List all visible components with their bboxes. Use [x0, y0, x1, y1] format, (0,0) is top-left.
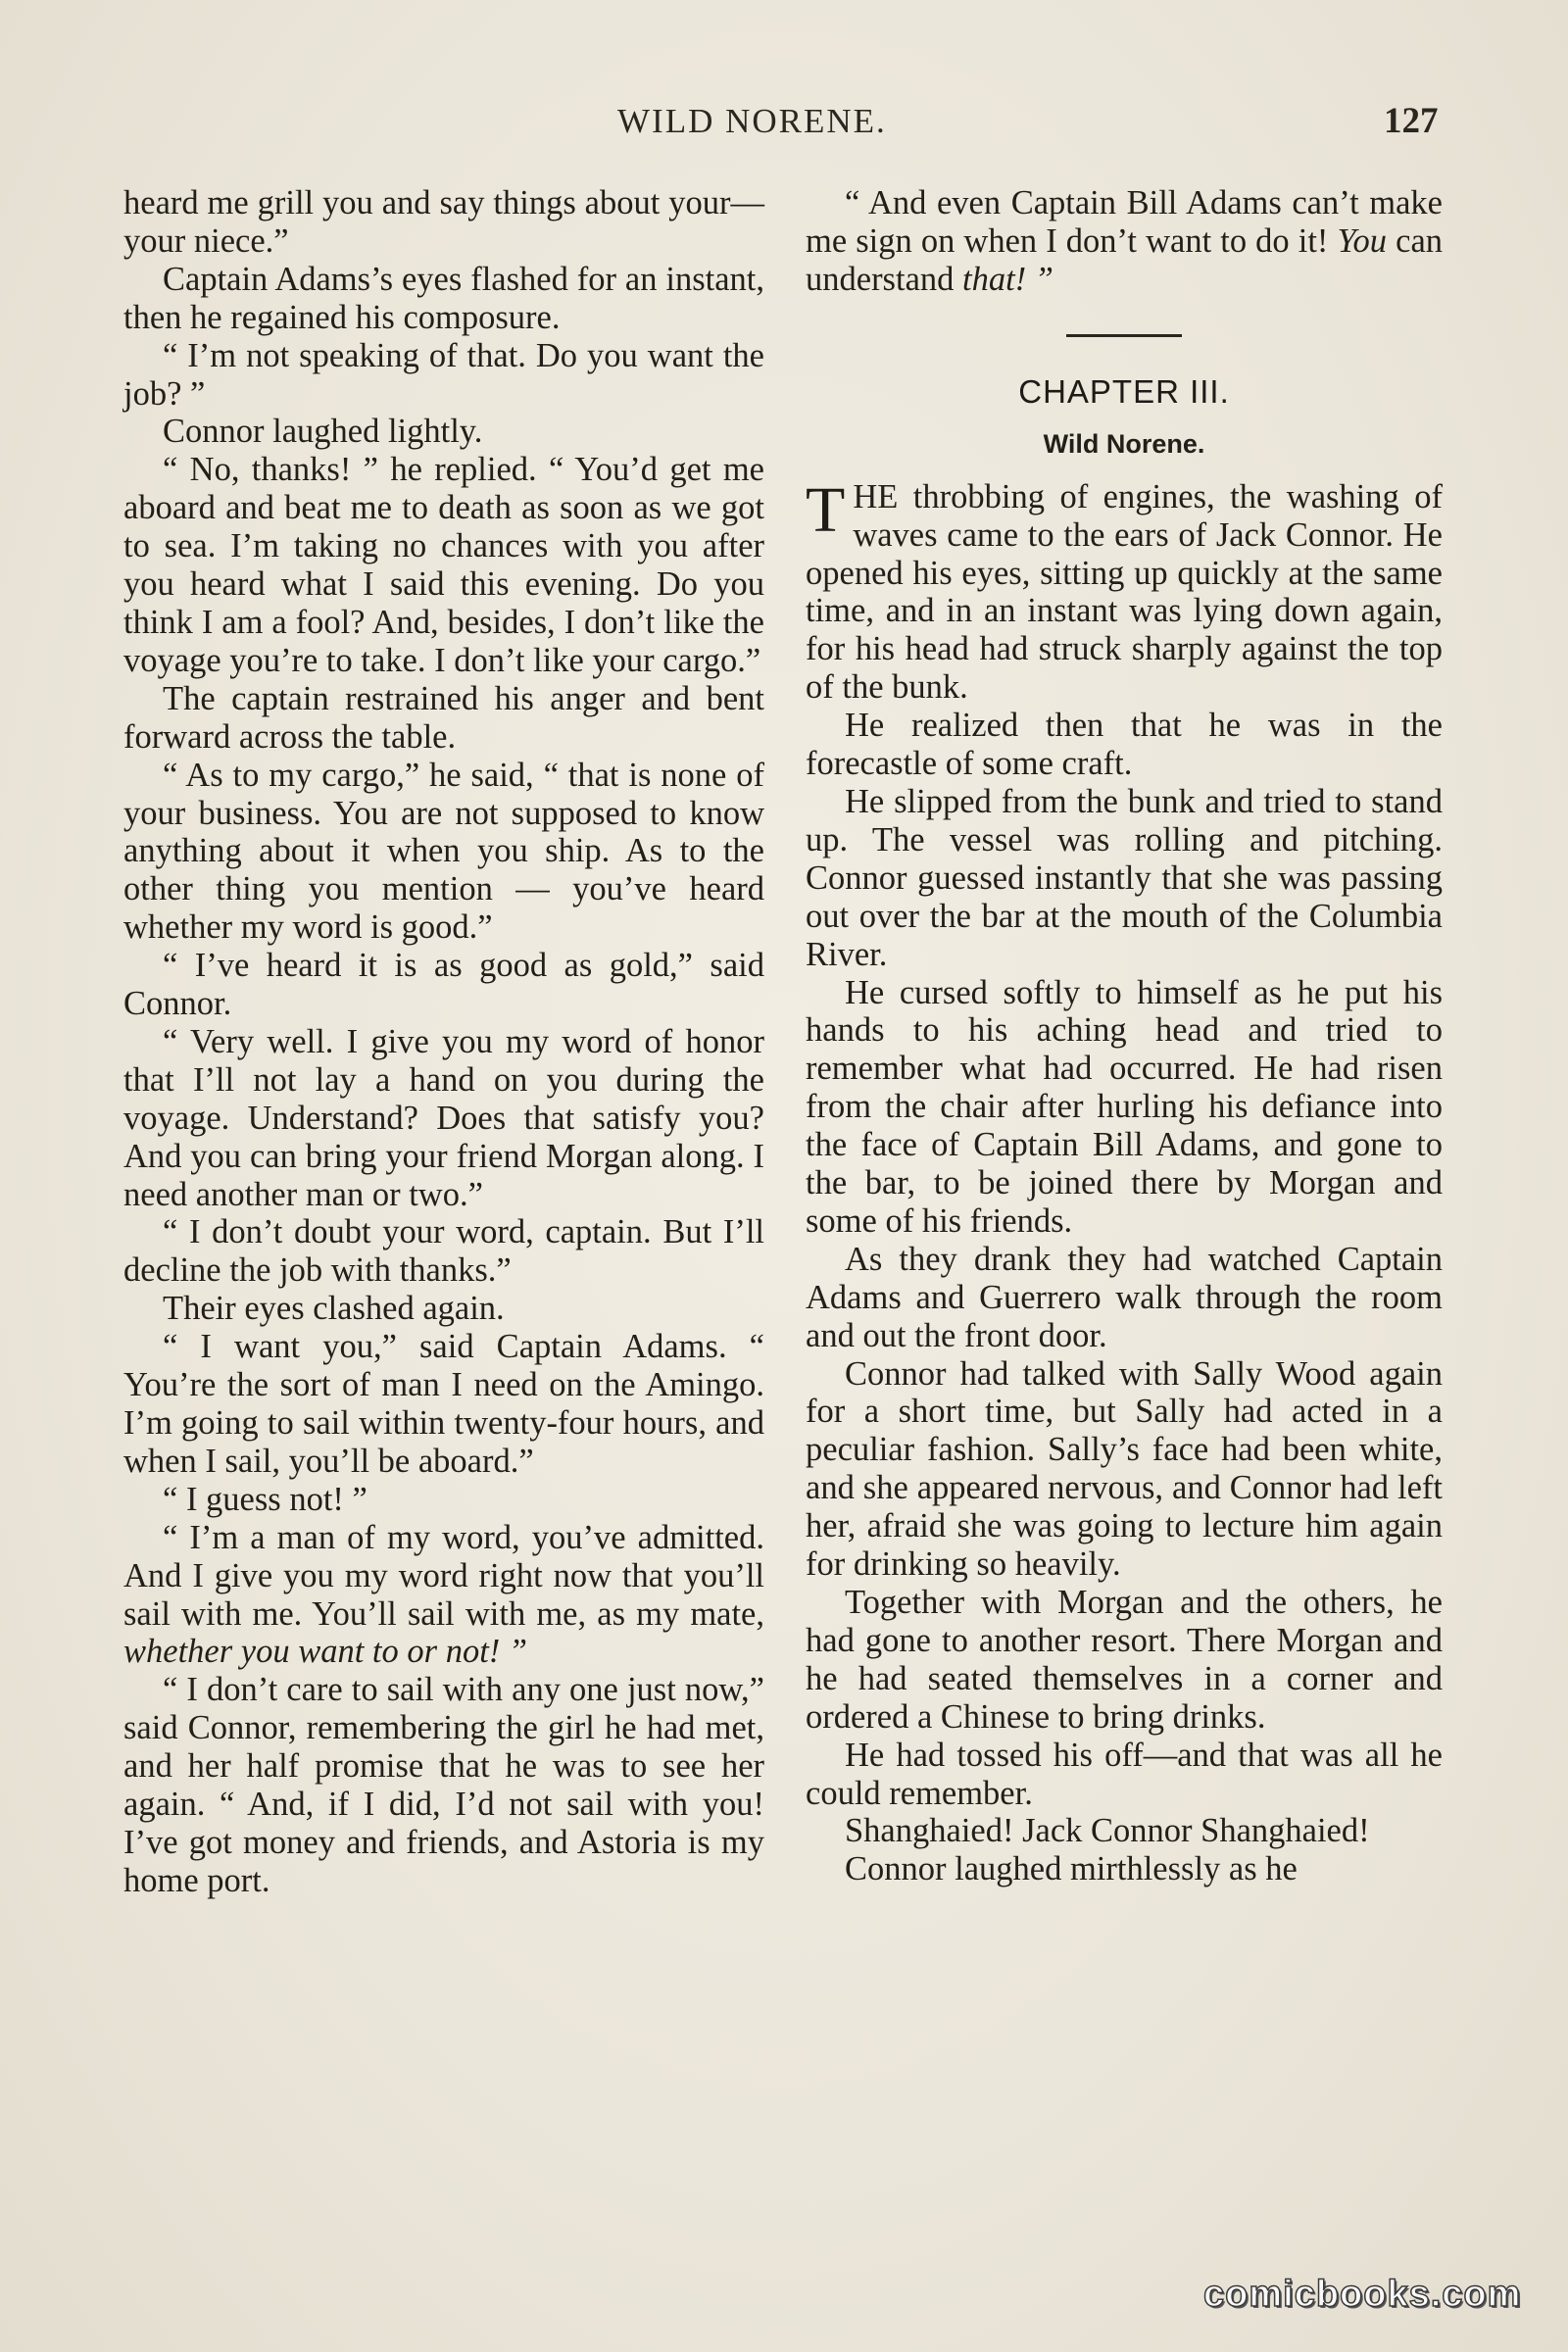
paragraph: Their eyes clashed again. — [163, 1290, 505, 1328]
paragraph: “ I guess not! ” — [163, 1480, 368, 1518]
site-watermark: comicbooks.com — [1203, 2274, 1522, 2315]
italic-phrase: whether you want to or not! ” — [123, 1633, 528, 1671]
paragraph-text: “ And even Captain Bill Adams can’t make me sign on when I don’t want to do it! — [806, 184, 1443, 260]
left-column — [123, 184, 764, 1900]
paragraph: “ I want you,” said Captain Adams. “ You’re the sort of man I need on the Amingo. I’m going to sail within twenty-four hours, and when I sail, you’ll be aboard.” — [123, 1328, 764, 1480]
paragraph: The captain restrained his anger and bent forward across the table. — [123, 679, 764, 756]
paragraph — [806, 184, 1443, 299]
paragraph: “ I don’t doubt your word, captain. But I’ll decline the job with thanks.” — [123, 1213, 764, 1290]
right-column — [806, 184, 1443, 1888]
paragraph: Connor laughed mirthlessly as he — [845, 1850, 1298, 1888]
paragraph: “ Very well. I give you my word of honor that I’ll not lay a hand on you during the voyage. Understand? Does that satisfy you? And you can bring your friend Morgan along. I need another man or two.” — [123, 1022, 764, 1213]
paragraph: Shanghaied! Jack Connor Shanghaied! — [845, 1812, 1370, 1850]
paragraph: He had tossed his off—and that was all he could remember. — [806, 1736, 1443, 1812]
drop-cap: T — [806, 473, 846, 546]
paragraph: Connor had talked with Sally Wood again for a short time, but Sally had acted in a peculiar fashion. Sally’s face had been white, and she appeared nervous, and Connor had left her, afraid she was going to lecture him again for drinking so heavily. — [806, 1354, 1443, 1584]
italic-word: that! ” — [962, 260, 1054, 298]
paragraph: Captain Adams’s eyes flashed for an instant, then he regained his composure. — [123, 260, 764, 336]
paragraph — [123, 1519, 764, 1672]
section-rule — [1066, 334, 1182, 337]
chapter-subtitle: Wild Norene. — [1043, 428, 1205, 459]
paragraph: “ I’m not speaking of that. Do you want the job? ” — [123, 336, 764, 413]
running-title: WILD NORENE. — [617, 102, 887, 140]
paragraph: He realized then that he was in the forecastle of some craft. — [806, 707, 1443, 783]
paragraph: “ No, thanks! ” he replied. “ You’d get me aboard and beat me to death as soon as we got to sea. I’m taking no chances with you after you heard what I said this evening. Do you think I am a fool? And, besides, I don’t like the voyage you’re to take. I don’t like your cargo.” — [123, 451, 764, 679]
running-head — [0, 98, 1568, 157]
paragraph: As they drank they had watched Captain Adams and Guerrero walk through the room and out the front door. — [806, 1240, 1443, 1354]
paragraph: “ I’ve heard it is as good as gold,” said Connor. — [123, 947, 764, 1023]
paragraph: “ As to my cargo,” he said, “ that is none of your business. You are not supposed to know anything about it when you ship. As to the other thing you mention — you’ve heard whether my word is good.” — [123, 756, 764, 947]
chapter-title: CHAPTER III. — [1018, 372, 1230, 410]
paragraph: “ I don’t care to sail with any one just now,” said Connor, remembering the girl he had met, and her half promise that he was to see her again. “ And, if I did, I’d not sail with you! I’ve got money and friends, and Astoria is my home port. — [123, 1671, 764, 1899]
paragraph: Connor laughed lightly. — [163, 413, 483, 451]
paragraph-text: can understand — [806, 221, 1444, 298]
paragraph-text: HE throbbing of engines, the washing of waves came to the ears of Jack Connor. He opened his eyes, sitting up quickly at the same time, and in an instant was lying down again, for his head had struck sharply against the top of the bunk. — [806, 477, 1443, 707]
paragraph-text: “ I’m a man of my word, you’ve admitted. And I give you my word right now that you’ll sail with me. You’ll sail with me, as my mate, — [123, 1518, 764, 1633]
paragraph: He slipped from the bunk and tried to stand up. The vessel was rolling and pitching. Connor guessed instantly that she was passing out over the bar at the mouth of the Columbia River. — [806, 782, 1443, 973]
paragraph: heard me grill you and say things about your—your niece.” — [123, 184, 764, 260]
italic-word: You — [1337, 221, 1388, 260]
paragraph: He cursed softly to himself as he put his hands to his aching head and tried to remember what had occurred. He had risen from the chair after hurling his defiance into the face of Captain Bill Adams, and gone to the bar, to be joined there by Morgan and some of his friends. — [806, 973, 1443, 1240]
paragraph: Together with Morgan and the others, he had gone to another resort. There Morgan and he had seated themselves in a corner and ordered a Chinese to bring drinks. — [806, 1584, 1443, 1736]
page-number: 127 — [1384, 101, 1439, 141]
opening-paragraph — [806, 473, 1443, 707]
